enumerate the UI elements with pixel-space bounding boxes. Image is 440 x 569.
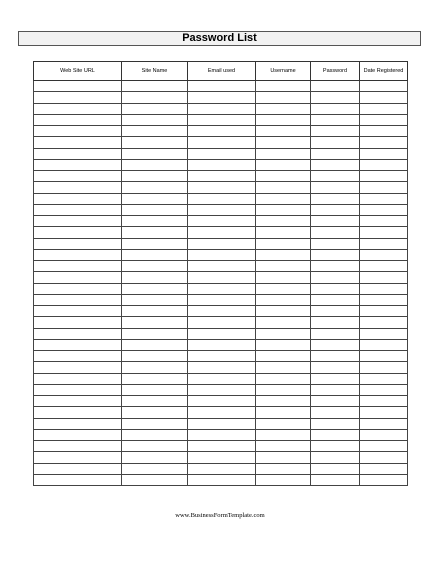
table-cell[interactable] <box>122 249 188 260</box>
column-header-password: Password <box>311 62 360 81</box>
table-cell[interactable] <box>188 306 256 317</box>
table-cell[interactable] <box>34 317 122 328</box>
table-cell[interactable] <box>188 204 256 215</box>
table-cell[interactable] <box>188 182 256 193</box>
table-cell[interactable] <box>311 193 360 204</box>
table-cell[interactable] <box>360 283 408 294</box>
table-cell[interactable] <box>360 249 408 260</box>
table-cell[interactable] <box>122 114 188 125</box>
table-cell[interactable] <box>311 339 360 350</box>
table-row <box>34 283 408 294</box>
table-cell[interactable] <box>360 452 408 463</box>
table-row <box>34 339 408 350</box>
table-cell[interactable] <box>256 283 311 294</box>
table-cell[interactable] <box>256 339 311 350</box>
table-cell[interactable] <box>311 103 360 114</box>
table-cell[interactable] <box>188 339 256 350</box>
table-cell[interactable] <box>256 182 311 193</box>
table-cell[interactable] <box>360 373 408 384</box>
table-cell[interactable] <box>256 126 311 137</box>
table-cell[interactable] <box>34 452 122 463</box>
table-cell[interactable] <box>311 148 360 159</box>
table-cell[interactable] <box>34 418 122 429</box>
table-cell[interactable] <box>188 373 256 384</box>
table-cell[interactable] <box>256 294 311 305</box>
table-row <box>34 441 408 452</box>
table-cell[interactable] <box>122 272 188 283</box>
table-cell[interactable] <box>311 317 360 328</box>
page-title: Password List <box>18 31 421 46</box>
table-cell[interactable] <box>360 137 408 148</box>
table-cell[interactable] <box>256 249 311 260</box>
table-cell[interactable] <box>122 317 188 328</box>
table-row <box>34 249 408 260</box>
table-cell[interactable] <box>122 126 188 137</box>
table-cell[interactable] <box>122 407 188 418</box>
table-row <box>34 81 408 92</box>
table-cell[interactable] <box>311 227 360 238</box>
password-table <box>33 61 408 486</box>
table-cell[interactable] <box>256 306 311 317</box>
table-cell[interactable] <box>256 103 311 114</box>
table-cell[interactable] <box>34 474 122 485</box>
table-cell[interactable] <box>34 283 122 294</box>
table-cell[interactable] <box>256 114 311 125</box>
table-cell[interactable] <box>311 384 360 395</box>
table-cell[interactable] <box>122 294 188 305</box>
table-row <box>34 396 408 407</box>
table-cell[interactable] <box>188 227 256 238</box>
table-cell[interactable] <box>360 306 408 317</box>
table-cell[interactable] <box>122 193 188 204</box>
table-cell[interactable] <box>256 171 311 182</box>
table-cell[interactable] <box>360 474 408 485</box>
table-cell[interactable] <box>34 429 122 440</box>
table-cell[interactable] <box>360 261 408 272</box>
table-row <box>34 294 408 305</box>
table-cell[interactable] <box>188 463 256 474</box>
table-cell[interactable] <box>311 351 360 362</box>
table-cell[interactable] <box>311 362 360 373</box>
table-cell[interactable] <box>34 441 122 452</box>
table-cell[interactable] <box>360 148 408 159</box>
table-cell[interactable] <box>360 159 408 170</box>
table-row <box>34 351 408 362</box>
table-header-row <box>34 62 408 81</box>
table-row <box>34 126 408 137</box>
table-cell[interactable] <box>122 283 188 294</box>
table-cell[interactable] <box>256 373 311 384</box>
table-cell[interactable] <box>188 126 256 137</box>
table-cell[interactable] <box>34 171 122 182</box>
table-cell[interactable] <box>360 463 408 474</box>
table-cell[interactable] <box>122 227 188 238</box>
table-cell[interactable] <box>122 103 188 114</box>
table-cell[interactable] <box>311 126 360 137</box>
table-cell[interactable] <box>188 261 256 272</box>
table-row <box>34 227 408 238</box>
table-cell[interactable] <box>122 351 188 362</box>
table-cell[interactable] <box>360 294 408 305</box>
table-cell[interactable] <box>360 81 408 92</box>
table-row <box>34 182 408 193</box>
table-cell[interactable] <box>256 272 311 283</box>
table-cell[interactable] <box>360 216 408 227</box>
table-cell[interactable] <box>311 114 360 125</box>
table-cell[interactable] <box>256 463 311 474</box>
table-cell[interactable] <box>34 384 122 395</box>
table-cell[interactable] <box>122 261 188 272</box>
table-cell[interactable] <box>34 272 122 283</box>
table-cell[interactable] <box>256 418 311 429</box>
table-cell[interactable] <box>34 238 122 249</box>
table-cell[interactable] <box>360 396 408 407</box>
table-cell[interactable] <box>188 114 256 125</box>
table-cell[interactable] <box>311 283 360 294</box>
table-cell[interactable] <box>188 238 256 249</box>
table-row <box>34 92 408 103</box>
table-cell[interactable] <box>122 384 188 395</box>
table-cell[interactable] <box>34 306 122 317</box>
table-row <box>34 171 408 182</box>
table-cell[interactable] <box>188 216 256 227</box>
table-cell[interactable] <box>122 441 188 452</box>
table-cell[interactable] <box>256 362 311 373</box>
table-cell[interactable] <box>188 452 256 463</box>
column-header-username: Username <box>256 62 311 81</box>
table-cell[interactable] <box>34 126 122 137</box>
table-row <box>34 103 408 114</box>
table-cell[interactable] <box>122 362 188 373</box>
table-cell[interactable] <box>122 216 188 227</box>
table-cell[interactable] <box>188 283 256 294</box>
table-row <box>34 238 408 249</box>
table-cell[interactable] <box>34 193 122 204</box>
table-row <box>34 429 408 440</box>
table-row <box>34 114 408 125</box>
table-cell[interactable] <box>360 351 408 362</box>
table-cell[interactable] <box>122 463 188 474</box>
table-row <box>34 317 408 328</box>
table-cell[interactable] <box>311 474 360 485</box>
table-cell[interactable] <box>311 396 360 407</box>
table-cell[interactable] <box>188 396 256 407</box>
table-cell[interactable] <box>34 227 122 238</box>
table-cell[interactable] <box>360 114 408 125</box>
table-cell[interactable] <box>122 373 188 384</box>
table-row <box>34 373 408 384</box>
table-cell[interactable] <box>256 474 311 485</box>
table-cell[interactable] <box>34 351 122 362</box>
table-cell[interactable] <box>188 92 256 103</box>
column-header-site-name: Site Name <box>122 62 188 81</box>
table-cell[interactable] <box>34 463 122 474</box>
table-cell[interactable] <box>311 452 360 463</box>
table-cell[interactable] <box>311 429 360 440</box>
table-cell[interactable] <box>34 216 122 227</box>
table-cell[interactable] <box>122 148 188 159</box>
table-cell[interactable] <box>188 193 256 204</box>
table-cell[interactable] <box>34 81 122 92</box>
table-row <box>34 216 408 227</box>
table-row <box>34 463 408 474</box>
table-cell[interactable] <box>122 452 188 463</box>
table-cell[interactable] <box>188 171 256 182</box>
table-cell[interactable] <box>188 159 256 170</box>
table-row <box>34 384 408 395</box>
table-cell[interactable] <box>311 81 360 92</box>
table-cell[interactable] <box>360 441 408 452</box>
table-row <box>34 272 408 283</box>
table-cell[interactable] <box>188 328 256 339</box>
table-cell[interactable] <box>122 81 188 92</box>
table-cell[interactable] <box>34 114 122 125</box>
table-cell[interactable] <box>122 339 188 350</box>
table-cell[interactable] <box>311 373 360 384</box>
table-cell[interactable] <box>256 429 311 440</box>
table-cell[interactable] <box>122 171 188 182</box>
table-cell[interactable] <box>360 193 408 204</box>
table-row <box>34 328 408 339</box>
table-row <box>34 306 408 317</box>
table-cell[interactable] <box>256 452 311 463</box>
table-cell[interactable] <box>360 317 408 328</box>
table-cell[interactable] <box>256 407 311 418</box>
table-cell[interactable] <box>188 294 256 305</box>
table-cell[interactable] <box>311 159 360 170</box>
table-cell[interactable] <box>256 148 311 159</box>
table-cell[interactable] <box>188 362 256 373</box>
table-cell[interactable] <box>188 407 256 418</box>
table-cell[interactable] <box>256 137 311 148</box>
table-cell[interactable] <box>256 261 311 272</box>
table-cell[interactable] <box>188 418 256 429</box>
table-cell[interactable] <box>311 182 360 193</box>
table-cell[interactable] <box>360 384 408 395</box>
table-body <box>34 81 408 486</box>
table-cell[interactable] <box>188 272 256 283</box>
table-cell[interactable] <box>34 396 122 407</box>
table-row <box>34 474 408 485</box>
table-cell[interactable] <box>122 238 188 249</box>
table-cell[interactable] <box>34 294 122 305</box>
table-cell[interactable] <box>34 407 122 418</box>
table-cell[interactable] <box>256 351 311 362</box>
table-cell[interactable] <box>34 92 122 103</box>
table-cell[interactable] <box>188 148 256 159</box>
table-cell[interactable] <box>360 204 408 215</box>
table-cell[interactable] <box>256 204 311 215</box>
table-cell[interactable] <box>34 103 122 114</box>
table-cell[interactable] <box>360 126 408 137</box>
table-cell[interactable] <box>256 396 311 407</box>
column-header-web-site-url: Web Site URL <box>34 62 122 81</box>
table-row <box>34 418 408 429</box>
table-cell[interactable] <box>256 92 311 103</box>
table-cell[interactable] <box>122 418 188 429</box>
table-cell[interactable] <box>256 441 311 452</box>
table-cell[interactable] <box>188 429 256 440</box>
table-cell[interactable] <box>34 204 122 215</box>
table-cell[interactable] <box>360 272 408 283</box>
table-cell[interactable] <box>256 193 311 204</box>
table-cell[interactable] <box>122 306 188 317</box>
table-cell[interactable] <box>122 204 188 215</box>
column-header-date-registered: Date Registered <box>360 62 408 81</box>
table-cell[interactable] <box>122 159 188 170</box>
table-cell[interactable] <box>311 407 360 418</box>
table-row <box>34 261 408 272</box>
table-cell[interactable] <box>360 407 408 418</box>
table-cell[interactable] <box>256 238 311 249</box>
table-cell[interactable] <box>34 182 122 193</box>
table-cell[interactable] <box>311 204 360 215</box>
table-row <box>34 362 408 373</box>
table-cell[interactable] <box>34 362 122 373</box>
table-cell[interactable] <box>122 396 188 407</box>
table-cell[interactable] <box>360 362 408 373</box>
table-cell[interactable] <box>34 328 122 339</box>
table-cell[interactable] <box>256 227 311 238</box>
table-cell[interactable] <box>360 328 408 339</box>
table-cell[interactable] <box>188 317 256 328</box>
table-cell[interactable] <box>360 92 408 103</box>
table-cell[interactable] <box>188 441 256 452</box>
table-cell[interactable] <box>311 328 360 339</box>
table-cell[interactable] <box>360 339 408 350</box>
table-cell[interactable] <box>188 249 256 260</box>
table-row <box>34 148 408 159</box>
table-row <box>34 137 408 148</box>
table-cell[interactable] <box>122 137 188 148</box>
table-cell[interactable] <box>256 159 311 170</box>
footer-website: www.BusinessFormTemplate.com <box>175 512 265 519</box>
table-cell[interactable] <box>188 384 256 395</box>
table-row <box>34 204 408 215</box>
table-row <box>34 407 408 418</box>
table-cell[interactable] <box>360 418 408 429</box>
table-cell[interactable] <box>122 92 188 103</box>
table-cell[interactable] <box>122 328 188 339</box>
column-header-email-used: Email used <box>188 62 256 81</box>
table-cell[interactable] <box>360 103 408 114</box>
table-cell[interactable] <box>256 328 311 339</box>
table-cell[interactable] <box>360 238 408 249</box>
table-cell[interactable] <box>311 249 360 260</box>
table-cell[interactable] <box>311 92 360 103</box>
table-cell[interactable] <box>122 429 188 440</box>
table-cell[interactable] <box>311 441 360 452</box>
table-row <box>34 193 408 204</box>
table-cell[interactable] <box>188 351 256 362</box>
table-cell[interactable] <box>188 103 256 114</box>
table-cell[interactable] <box>311 272 360 283</box>
table-cell[interactable] <box>256 81 311 92</box>
table-cell[interactable] <box>311 418 360 429</box>
table-cell[interactable] <box>34 159 122 170</box>
table-cell[interactable] <box>256 317 311 328</box>
table-cell[interactable] <box>34 261 122 272</box>
table-cell[interactable] <box>34 137 122 148</box>
table-row <box>34 159 408 170</box>
table-cell[interactable] <box>256 216 311 227</box>
table-cell[interactable] <box>360 227 408 238</box>
table-cell[interactable] <box>360 171 408 182</box>
table-cell[interactable] <box>256 384 311 395</box>
table-cell[interactable] <box>188 81 256 92</box>
table-cell[interactable] <box>34 148 122 159</box>
table-cell[interactable] <box>360 182 408 193</box>
table-cell[interactable] <box>34 249 122 260</box>
table-cell[interactable] <box>122 182 188 193</box>
table-cell[interactable] <box>311 294 360 305</box>
table-cell[interactable] <box>311 137 360 148</box>
table-cell[interactable] <box>311 216 360 227</box>
table-cell[interactable] <box>311 238 360 249</box>
table-row <box>34 452 408 463</box>
table-cell[interactable] <box>311 463 360 474</box>
table-cell[interactable] <box>311 171 360 182</box>
table-cell[interactable] <box>122 474 188 485</box>
table-cell[interactable] <box>34 373 122 384</box>
table-cell[interactable] <box>311 306 360 317</box>
table-cell[interactable] <box>188 474 256 485</box>
table-cell[interactable] <box>34 339 122 350</box>
table-cell[interactable] <box>360 429 408 440</box>
table-cell[interactable] <box>311 261 360 272</box>
table-cell[interactable] <box>188 137 256 148</box>
